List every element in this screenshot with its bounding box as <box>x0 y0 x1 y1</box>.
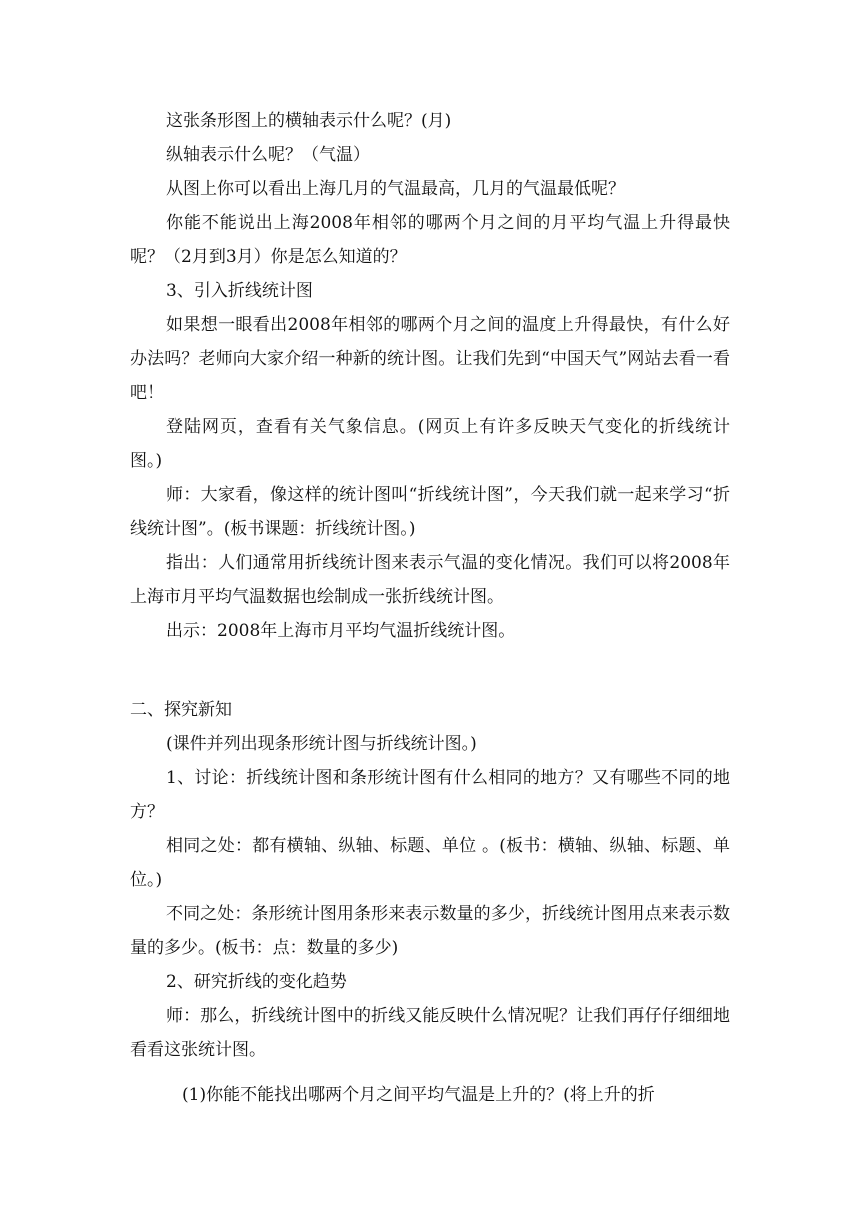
paragraph-rising-months: (1)你能不能找出哪两个月之间平均气温是上升的？(将上升的折 <box>182 1085 655 1105</box>
paragraph-teacher-topic: 师：大家看，像这样的统计图叫“折线统计图”，今天我们就一起来学习“折线统计图”。(板书课题：折线统计图。) <box>130 485 730 539</box>
paragraph-similarities: 相同之处：都有横轴、纵轴、标题、单位 。(板书：横轴、纵轴、标题、单位。) <box>130 836 730 890</box>
section-heading-trend: 2、研究折线的变化趋势 <box>166 972 347 992</box>
paragraph-website: 登陆网页，查看有关气象信息。(网页上有许多反映天气变化的折线统计图。) <box>130 417 730 471</box>
paragraph-point-out: 指出：人们通常用折线统计图来表示气温的变化情况。我们可以将2008年上海市月平均气温数据也绘制成一张折线统计图。 <box>130 553 730 607</box>
question-highest-lowest: 从图上你可以看出上海几月的气温最高，几月的气温最低呢？ <box>166 179 625 199</box>
question-horizontal-axis: 这张条形图上的横轴表示什么呢？(月) <box>166 111 452 131</box>
section-heading-introduce-line-chart: 3、引入折线统计图 <box>166 281 313 301</box>
section-heading-explore: 二、探究新知 <box>130 700 232 720</box>
blank-line <box>130 648 730 682</box>
question-fastest-rise: 你能不能说出上海2008年相邻的哪两个月之间的月平均气温上升得最快呢？（2月到3月）你是怎么知道的？ <box>130 213 730 267</box>
paragraph-differences: 不同之处：条形统计图用条形来表示数量的多少，折线统计图用点来表示数量的多少。(板书：点：数量的多少) <box>130 904 730 958</box>
paragraph-introduction: 如果想一眼看出2008年相邻的哪两个月之间的温度上升得最快，有什么好办法吗？老师向大家介绍一种新的统计图。让我们先到“中国天气”网站去看一看吧！ <box>130 315 730 403</box>
paragraph-discussion: 1、讨论：折线统计图和条形统计图有什么相同的地方？又有哪些不同的地方？ <box>130 768 730 822</box>
blank-gap <box>130 1067 730 1078</box>
document-body <box>130 104 730 1112</box>
paragraph-show-chart: 出示：2008年上海市月平均气温折线统计图。 <box>166 621 516 641</box>
blank-gap <box>130 682 730 693</box>
paragraph-courseware: (课件并列出现条形统计图与折线统计图。) <box>166 734 477 754</box>
question-vertical-axis: 纵轴表示什么呢？（气温） <box>166 145 370 165</box>
paragraph-teacher-question: 师：那么，折线统计图中的折线又能反映什么情况呢？让我们再仔仔细细地看看这张统计图。 <box>130 1006 730 1060</box>
